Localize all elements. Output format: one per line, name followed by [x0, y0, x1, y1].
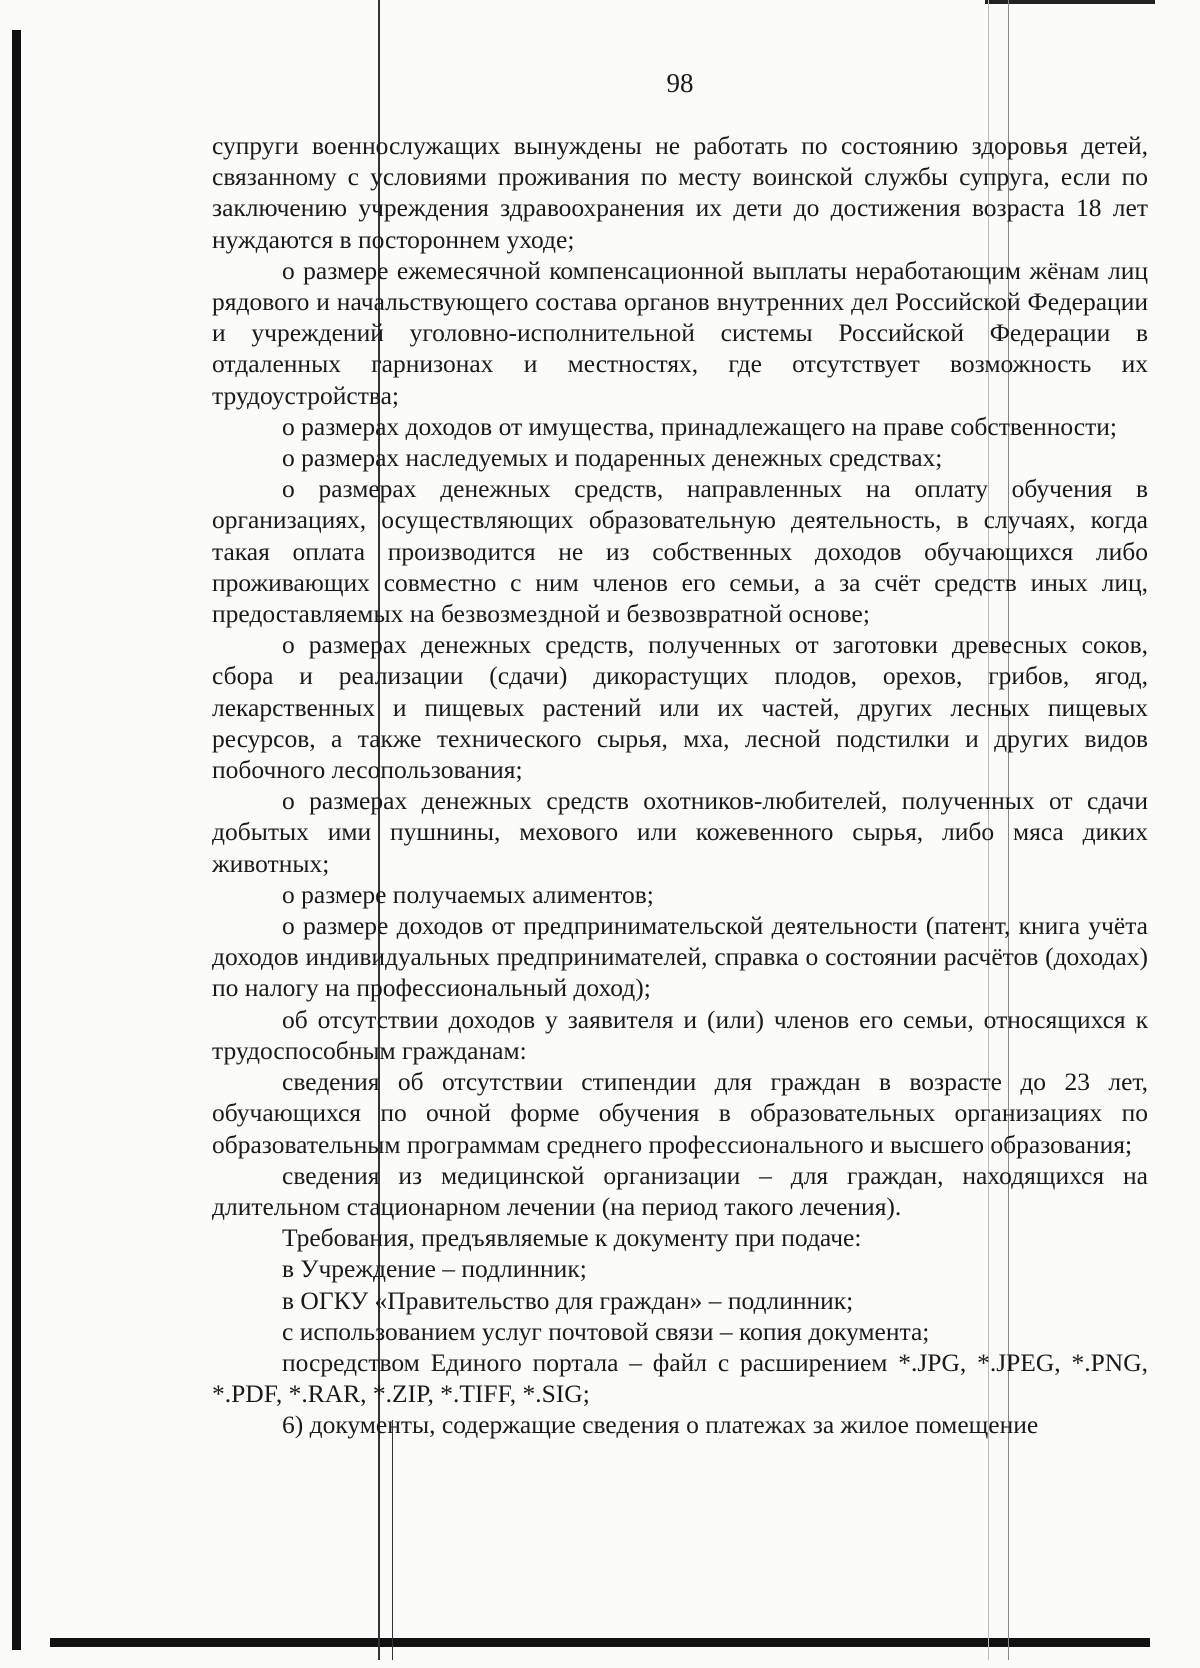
paragraph: о размере получаемых алиментов; — [282, 879, 654, 909]
page-number: 98 — [666, 68, 694, 98]
paragraph: о размере ежемесячной компенсационной выплаты неработающим жёнам лиц рядового и начальствующего состава органов внутренних дел Российской Федерации и учреждений уголовно-исполнительной системы Российской Федерации в отдаленных гарнизонах и местностях, где отсутствует возможность их трудоустройства; — [212, 255, 1148, 410]
paragraph: в ОГКУ «Правительство для граждан» – подлинник; — [282, 1285, 854, 1315]
paragraph: об отсутствии доходов у заявителя и (или) членов его семьи, относящихся к трудоспособным гражданам: — [212, 1004, 1148, 1065]
scan-edge-top — [985, 0, 1155, 4]
paragraph: супруги военнослужащих вынуждены не работать по состоянию здоровья детей, связанному с условиями проживания по месту воинской службы супруга, если по заключению учреждения здравоохранения их дети до достижения возраста 18 лет нуждаются в постороннем уходе; — [212, 131, 1148, 254]
paragraph: о размере доходов от предпринимательской деятельности (патент, книга учёта доходов индивидуальных предпринимателей, справка о состоянии расчётов (доходах) по налогу на профессиональный доход); — [212, 911, 1148, 1003]
scan-edge-bottom — [50, 1638, 1150, 1647]
paragraph: Требования, предъявляемые к документу при подаче: — [282, 1223, 862, 1253]
paragraph: в Учреждение – подлинник; — [282, 1254, 587, 1284]
scan-edge-left — [12, 30, 21, 1650]
paragraph: сведения из медицинской организации – для граждан, находящихся на длительном стационарном лечении (на период такого лечения). — [212, 1160, 1148, 1221]
paragraph: о размерах наследуемых и подаренных денежных средствах; — [282, 443, 943, 473]
paragraph: о размерах денежных средств, полученных от заготовки древесных соков, сбора и реализации (сдачи) дикорастущих плодов, орехов, грибов, ягод, лекарственных и пищевых растений или их частей, других лесных пищевых ресурсов, а также технического сырья, мха, лесной подстилки и других видов побочного лесопользования; — [212, 630, 1148, 785]
paragraph: сведения об отсутствии стипендии для граждан в возрасте до 23 лет, обучающихся по очной форме обучения в образовательных организациях по образовательным программам среднего профессионального и высшего образования; — [212, 1067, 1148, 1159]
scan-fold-line-secondary — [392, 1420, 393, 1660]
paragraph: о размерах денежных средств, направленных на оплату обучения в организациях, осуществляющих образовательную деятельность, в случаях, когда такая оплата производится не из собственных доходов обучающихся либо проживающих совместно с ним членов его семьи, а за счёт средств иных лиц, предоставляемых на безвозмездной и безвозвратной основе; — [212, 474, 1148, 629]
paragraph: о размерах денежных средств охотников-любителей, полученных от сдачи добытых ими пушнины, мехового или кожевенного сырья, либо мяса диких животных; — [212, 786, 1148, 878]
paragraph: с использованием услуг почтовой связи – копия документа; — [282, 1316, 930, 1346]
document-body — [212, 130, 1148, 1441]
paragraph: о размерах доходов от имущества, принадлежащего на праве собственности; — [282, 411, 1117, 441]
paragraph: посредством Единого портала – файл с расширением *.JPG, *.JPEG, *.PNG, *.PDF, *.RAR, *.ZIP, *.TIFF, *.SIG; — [212, 1347, 1148, 1409]
paragraph: 6) документы, содержащие сведения о платежах за жилое помещение — [282, 1410, 1039, 1440]
